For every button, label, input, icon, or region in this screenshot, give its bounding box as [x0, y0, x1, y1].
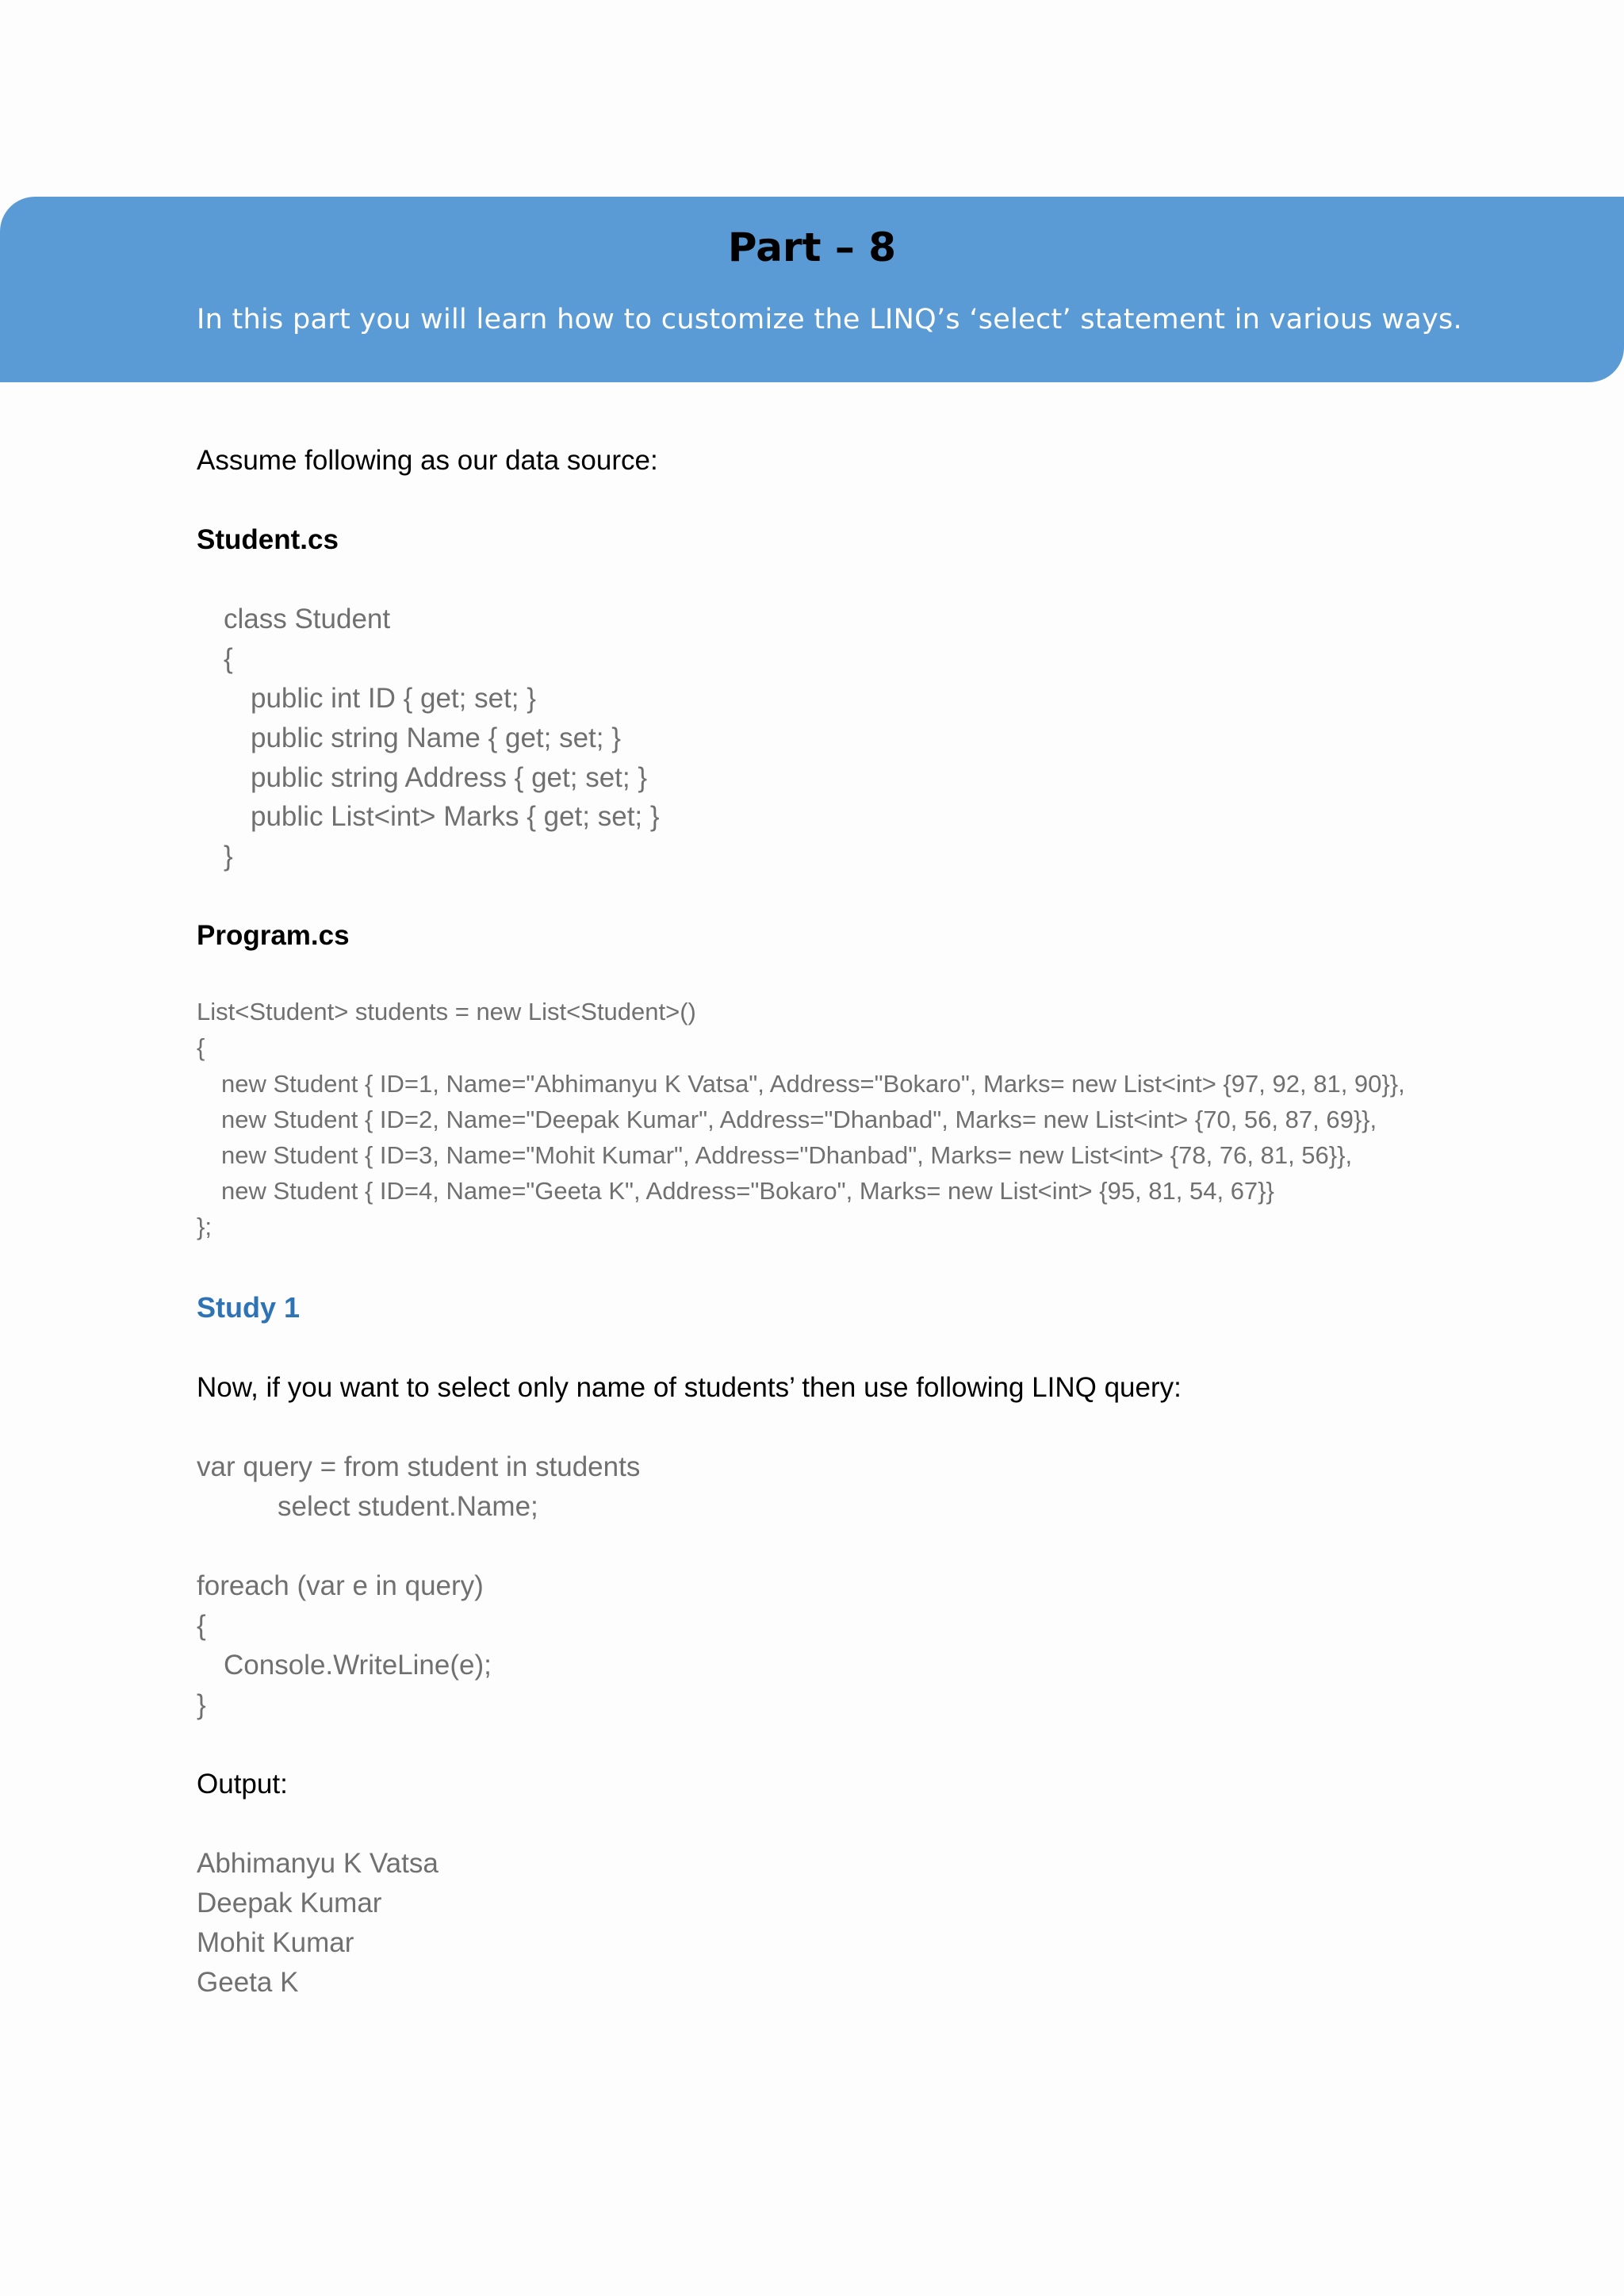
code-line: public string Address { get; set; } [251, 762, 648, 793]
code-line: } [224, 841, 233, 872]
code-line: { [224, 643, 233, 674]
code-line: public string Name { get; set; } [251, 723, 621, 753]
output-line: Deepak Kumar [197, 1888, 382, 1918]
study-1-heading: Study 1 [197, 1291, 301, 1324]
code-line: new Student { ID=4, Name="Geeta K", Address="Bokaro", Marks= new List<int> {95, 81, 54, 67}} [221, 1177, 1274, 1205]
study-1-description: Now, if you want to select only name of students’ then use following LINQ query: [197, 1372, 1182, 1403]
code-line: Console.WriteLine(e); [224, 1650, 492, 1681]
part-subtitle: In this part you will learn how to customize the LINQ’s ‘select’ statement in various ways. [197, 304, 1462, 335]
code-line: List<Student> students = new List<Student>() [197, 998, 696, 1025]
code-line: select student.Name; [278, 1491, 538, 1522]
code-line: new Student { ID=1, Name="Abhimanyu K Vatsa", Address="Bokaro", Marks= new List<int> {97, 92, 81, 90}}, [221, 1070, 1405, 1098]
code-line: public List<int> Marks { get; set; } [251, 801, 660, 832]
code-line: class Student [224, 604, 391, 634]
code-line: public int ID { get; set; } [251, 683, 536, 714]
code-line: new Student { ID=3, Name="Mohit Kumar", Address="Dhanbad", Marks= new List<int> {78, 76, 81, 56}}, [221, 1141, 1353, 1169]
intro-text: Assume following as our data source: [197, 445, 658, 476]
code-line: var query = from student in students [197, 1451, 641, 1482]
code-line: } [197, 1689, 206, 1720]
output-line: Abhimanyu K Vatsa [197, 1848, 439, 1879]
code-line: new Student { ID=2, Name="Deepak Kumar", Address="Dhanbad", Marks= new List<int> {70, 56, 87, 69}}, [221, 1106, 1377, 1133]
output-label: Output: [197, 1769, 288, 1800]
output-line: Mohit Kumar [197, 1927, 354, 1958]
code-line: { [197, 1033, 205, 1061]
code-line: }; [197, 1213, 212, 1240]
output-line: Geeta K [197, 1967, 299, 1998]
code-line: { [197, 1610, 206, 1641]
code-line: foreach (var e in query) [197, 1570, 484, 1601]
part-title: Part – 8 [727, 224, 897, 270]
program-cs-heading: Program.cs [197, 920, 350, 951]
student-cs-heading: Student.cs [197, 524, 339, 555]
